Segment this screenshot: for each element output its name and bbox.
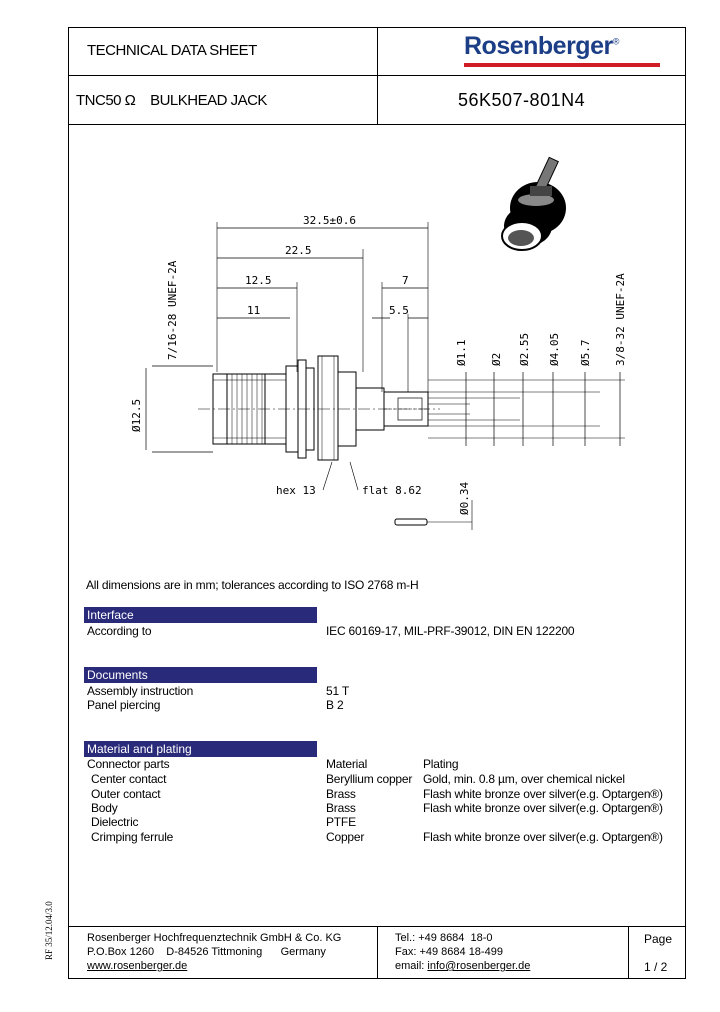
part-name: Dielectric bbox=[91, 815, 139, 829]
product-3d-image bbox=[502, 157, 566, 250]
section-material: Material and plating bbox=[84, 741, 317, 757]
dia-4-05-label: Ø4.05 bbox=[548, 332, 561, 366]
page-label: Page bbox=[644, 932, 673, 946]
footer-address: P.O.Box 1260 D-84526 Tittmoning Germany bbox=[87, 946, 326, 958]
footer-company: Rosenberger Hochfrequenztechnik GmbH & Co. KG bbox=[87, 932, 342, 944]
section-documents: Documents bbox=[84, 667, 317, 683]
part-material: Brass bbox=[326, 801, 356, 815]
footer-email-link[interactable]: info@rosenberger.de bbox=[427, 960, 531, 972]
part-material: Beryllium copper bbox=[326, 772, 413, 786]
part-plating: Gold, min. 0.8 µm, over chemical nickel bbox=[423, 772, 625, 786]
page-number: 1 / 2 bbox=[644, 960, 668, 974]
col-plating: Plating bbox=[423, 757, 459, 771]
part-material: Copper bbox=[326, 830, 365, 844]
part-material: PTFE bbox=[326, 815, 356, 829]
hex-label: hex 13 bbox=[276, 484, 316, 497]
part-name: Body bbox=[91, 801, 118, 815]
part-number: 56K507-801N4 bbox=[458, 90, 586, 110]
dia-12-5-label: Ø12.5 bbox=[130, 398, 143, 432]
part-material: Brass bbox=[326, 787, 356, 801]
part-plating: Flash white bronze over silver(e.g. Optargen®) bbox=[423, 787, 663, 801]
col-connector-parts: Connector parts bbox=[87, 757, 170, 771]
part-name: Center contact bbox=[91, 772, 167, 786]
doc-row-label: Assembly instruction bbox=[87, 684, 194, 698]
product-title: TNC50 Ω BULKHEAD JACK bbox=[76, 92, 267, 109]
dia-5-7-label: Ø5.7 bbox=[579, 339, 592, 366]
registered-mark: ® bbox=[612, 36, 619, 47]
dim-11: 11 bbox=[247, 304, 261, 317]
brand-name: Rosenberger bbox=[464, 32, 613, 60]
part-plating: Flash white bronze over silver(e.g. Optargen®) bbox=[423, 830, 663, 844]
interface-value: IEC 60169-17, MIL-PRF-39012, DIN EN 122200 bbox=[326, 624, 575, 638]
interface-label: According to bbox=[87, 624, 152, 638]
part-plating: Flash white bronze over silver(e.g. Optargen®) bbox=[423, 801, 663, 815]
flat-label: flat 8.62 bbox=[362, 484, 422, 497]
footer-tel: Tel.: +49 8684 18-0 bbox=[395, 932, 493, 944]
dia-1-1-label: Ø1.1 bbox=[455, 339, 468, 366]
footer-fax: Fax: +49 8684 18-499 bbox=[395, 946, 503, 958]
doc-row-label: Panel piercing bbox=[87, 698, 161, 712]
footer-website-link[interactable]: www.rosenberger.de bbox=[87, 960, 188, 972]
dia-0-34-label: Ø0.34 bbox=[458, 481, 471, 515]
part-name: Crimping ferrule bbox=[91, 830, 174, 844]
right-thread-label: 3/8-32 UNEF-2A bbox=[614, 273, 627, 366]
dimensions-note: All dimensions are in mm; tolerances according to ISO 2768 m-H bbox=[86, 578, 419, 592]
dim-22-5: 22.5 bbox=[285, 244, 312, 257]
part-name: Outer contact bbox=[91, 787, 161, 801]
footer-email-label: email: bbox=[395, 960, 428, 972]
dim-5-5: 5.5 bbox=[389, 304, 409, 317]
dia-2-55-label: Ø2.55 bbox=[518, 332, 531, 366]
dim-12-5: 12.5 bbox=[245, 274, 272, 287]
dim-7: 7 bbox=[402, 274, 409, 287]
dia-2-label: Ø2 bbox=[490, 352, 503, 366]
col-material: Material bbox=[326, 757, 368, 771]
dim-total-length: 32.5±0.6 bbox=[303, 214, 356, 227]
left-thread-label: 7/16-28 UNEF-2A bbox=[166, 260, 179, 360]
sheet-title: TECHNICAL DATA SHEET bbox=[87, 42, 257, 59]
doc-row-value: B 2 bbox=[326, 698, 344, 712]
doc-row-value: 51 T bbox=[326, 684, 349, 698]
footer-email bbox=[395, 960, 530, 972]
section-interface: Interface bbox=[84, 607, 317, 623]
doc-code: RF 35/12.04/3.0 bbox=[44, 901, 54, 960]
